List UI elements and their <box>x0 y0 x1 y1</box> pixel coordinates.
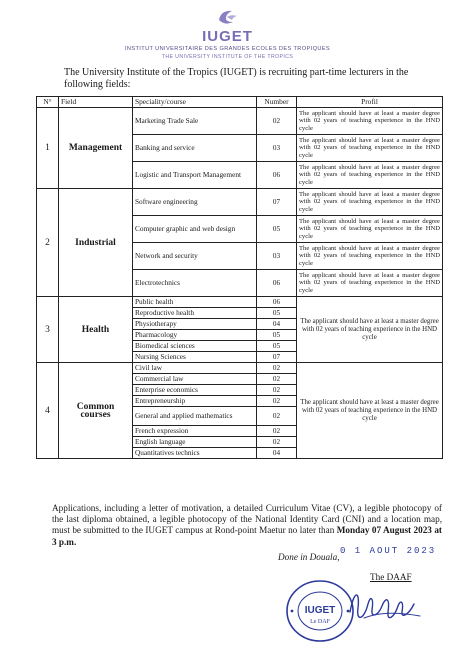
iuget-logo <box>0 8 455 45</box>
logo-text: IUGET <box>202 28 253 45</box>
handwritten-signature-icon <box>344 582 424 628</box>
speciality-cell: Biomedical sciences <box>133 341 257 352</box>
profil-cell: The applicant should have at least a master degree with 02 years of teaching experience in the HND cycle <box>297 216 443 243</box>
speciality-cell: Pharmacology <box>133 330 257 341</box>
speciality-cell: Physiotherapy <box>133 319 257 330</box>
speciality-cell: French expression <box>133 426 257 437</box>
number-cell: 05 <box>257 330 297 341</box>
profil-cell: The applicant should have at least a master degree with 02 years of teaching experience in the HND cycle <box>297 270 443 297</box>
header-field: Field <box>59 97 133 108</box>
group-field: Health <box>59 297 133 363</box>
group-field: Industrial <box>59 189 133 297</box>
group-field: Common courses <box>59 363 133 459</box>
seal-center-text: IUGET <box>304 605 336 616</box>
number-cell: 02 <box>257 363 297 374</box>
speciality-cell: Reproductive health <box>133 308 257 319</box>
profil-cell: The applicant should have at least a master degree with 02 years of teaching experience in the HND cycle <box>297 297 443 363</box>
number-cell: 06 <box>257 270 297 297</box>
number-cell: 07 <box>257 189 297 216</box>
speciality-cell: Entrepreneurship <box>133 396 257 407</box>
instructions-text: Applications, including a letter of motivation, a detailed Curriculum Vitae (CV), a legible photocopy of the last diploma obtained, a legible photocopy of the National Identity Card (CNI) and a location map, must be submitted to the IUGET campus at Rond-point Maetur no later than <box>52 503 442 536</box>
number-cell: 02 <box>257 374 297 385</box>
table-row <box>37 297 443 308</box>
number-cell: 04 <box>257 448 297 459</box>
group-field: Management <box>59 108 133 189</box>
recruitment-table <box>36 96 443 459</box>
speciality-cell: Software engineering <box>133 189 257 216</box>
institution-name-en: THE UNIVERSITY INSTITUTE OF THE TROPICS <box>161 54 294 60</box>
header-speciality: Speciality/course <box>133 97 257 108</box>
speciality-cell: Public health <box>133 297 257 308</box>
header-no: N° <box>37 97 59 108</box>
table-header-row <box>37 97 443 108</box>
profil-cell: The applicant should have at least a master degree with 02 years of teaching experience in the HND cycle <box>297 108 443 135</box>
speciality-cell: Enterprise economics <box>133 385 257 396</box>
table-row <box>37 189 443 216</box>
speciality-cell: English language <box>133 437 257 448</box>
number-cell: 03 <box>257 243 297 270</box>
speciality-cell: Marketing Trade Sale <box>133 108 257 135</box>
speciality-cell: Quantitatives technics <box>133 448 257 459</box>
seal-sub-text: Le DAF <box>310 619 330 625</box>
intro-text: The University Institute of the Tropics (IUGET) is recruiting part-time lecturers in the following fields: <box>64 67 409 90</box>
number-cell: 06 <box>257 297 297 308</box>
deadline-text: Monday 07 August 2023 at 3 p.m. <box>52 525 442 547</box>
number-cell: 07 <box>257 352 297 363</box>
number-cell: 05 <box>257 216 297 243</box>
header-profil: Profil <box>297 97 443 108</box>
speciality-cell: Nursing Sciences <box>133 352 257 363</box>
speciality-cell: Civil law <box>133 363 257 374</box>
number-cell: 02 <box>257 426 297 437</box>
number-cell: 02 <box>257 385 297 396</box>
speciality-cell: General and applied mathematics <box>133 407 257 426</box>
speciality-cell: Network and security <box>133 243 257 270</box>
number-cell: 03 <box>257 135 297 162</box>
institution-name-fr: INSTITUT UNIVERSITAIRE DES GRANDES ECOLES DES TROPIQUES <box>124 46 331 52</box>
table-row <box>37 108 443 135</box>
group-number: 3 <box>37 297 59 363</box>
logo-swirl-icon <box>215 8 241 26</box>
group-number: 2 <box>37 189 59 297</box>
speciality-cell: Logistic and Transport Management <box>133 162 257 189</box>
group-number: 4 <box>37 363 59 459</box>
number-cell: 02 <box>257 437 297 448</box>
profil-cell: The applicant should have at least a master degree with 02 years of teaching experience in the HND cycle <box>297 243 443 270</box>
speciality-cell: Banking and service <box>133 135 257 162</box>
table-row <box>37 363 443 374</box>
number-cell: 05 <box>257 308 297 319</box>
profil-cell: The applicant should have at least a master degree with 02 years of teaching experience in the HND cycle <box>297 135 443 162</box>
profil-cell: The applicant should have at least a master degree with 02 years of teaching experience in the HND cycle <box>297 363 443 459</box>
number-cell: 02 <box>257 396 297 407</box>
number-cell: 02 <box>257 108 297 135</box>
signatory-title: The DAAF <box>370 572 412 582</box>
number-cell: 02 <box>257 407 297 426</box>
date-stamp: 0 1 AOUT 2023 <box>340 546 437 556</box>
number-cell: 04 <box>257 319 297 330</box>
profil-cell: The applicant should have at least a master degree with 02 years of teaching experience in the HND cycle <box>297 189 443 216</box>
application-instructions <box>52 503 442 548</box>
place-line: Done in Douala, <box>278 552 340 562</box>
speciality-cell: Computer graphic and web design <box>133 216 257 243</box>
number-cell: 06 <box>257 162 297 189</box>
speciality-cell: Electrotechnics <box>133 270 257 297</box>
profil-cell: The applicant should have at least a master degree with 02 years of teaching experience in the HND cycle <box>297 162 443 189</box>
header-number: Number <box>257 97 297 108</box>
number-cell: 05 <box>257 341 297 352</box>
group-number: 1 <box>37 108 59 189</box>
speciality-cell: Commercial law <box>133 374 257 385</box>
